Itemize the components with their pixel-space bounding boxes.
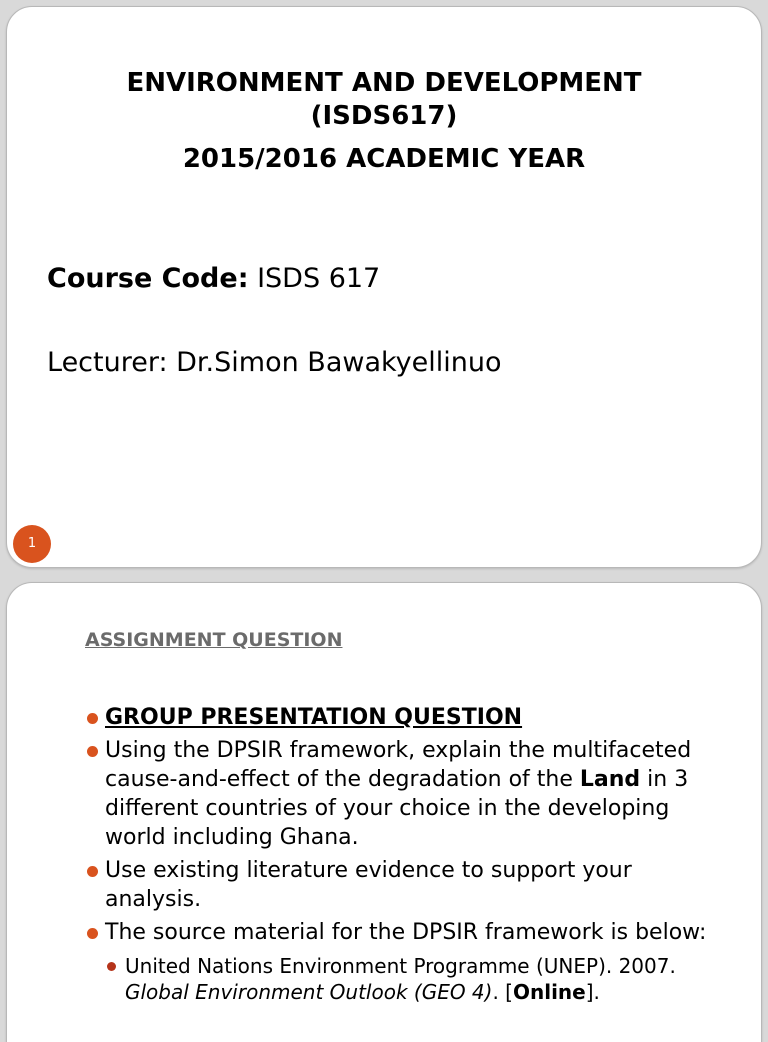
- slide-2: [6, 582, 762, 1042]
- assignment-heading: ASSIGNMENT QUESTION: [85, 629, 343, 651]
- title-line-1: ENVIRONMENT AND DEVELOPMENT: [126, 68, 642, 98]
- bullet-list: [85, 703, 725, 1009]
- bullet-literature: Use existing literature evidence to support your analysis.: [85, 856, 725, 914]
- bullet2-text-pre: Using the DPSIR framework, explain the multifaceted cause-and-effect of the degradation of the: [105, 738, 692, 792]
- title-line-3: 2015/2016 ACADEMIC YEAR: [182, 144, 586, 174]
- course-code: [47, 263, 380, 294]
- slide-title: [7, 67, 761, 176]
- sub-text-pre: United Nations Environment Programme (UNEP). 2007.: [125, 954, 676, 978]
- bullet-group-presentation: GROUP PRESENTATION QUESTION: [85, 703, 725, 732]
- sub-text-mid: . [: [492, 980, 513, 1004]
- bullet-dpsir-question: [85, 736, 725, 852]
- course-code-label: Course Code:: [47, 263, 249, 294]
- course-code-value: ISDS 617: [248, 263, 381, 294]
- sub-bullet-unep: [105, 953, 725, 1005]
- title-line-2: (ISDS617): [310, 101, 458, 131]
- lecturer: Lecturer: Dr.Simon Bawakyellinuo: [47, 347, 502, 378]
- bullet-source-material: The source material for the DPSIR framework is below:: [85, 918, 725, 947]
- sub-text-italic: Global Environment Outlook (GEO 4): [125, 980, 493, 1004]
- slide-number-badge: 1: [13, 525, 51, 563]
- bullet2-text-bold: Land: [579, 767, 641, 792]
- slide-1: [6, 6, 762, 568]
- sub-text-post: ].: [585, 980, 600, 1004]
- bullet2-text-post: in 3 different countries of your choice in the developing world including Ghana.: [105, 767, 689, 850]
- sub-text-bold: Online: [512, 980, 586, 1004]
